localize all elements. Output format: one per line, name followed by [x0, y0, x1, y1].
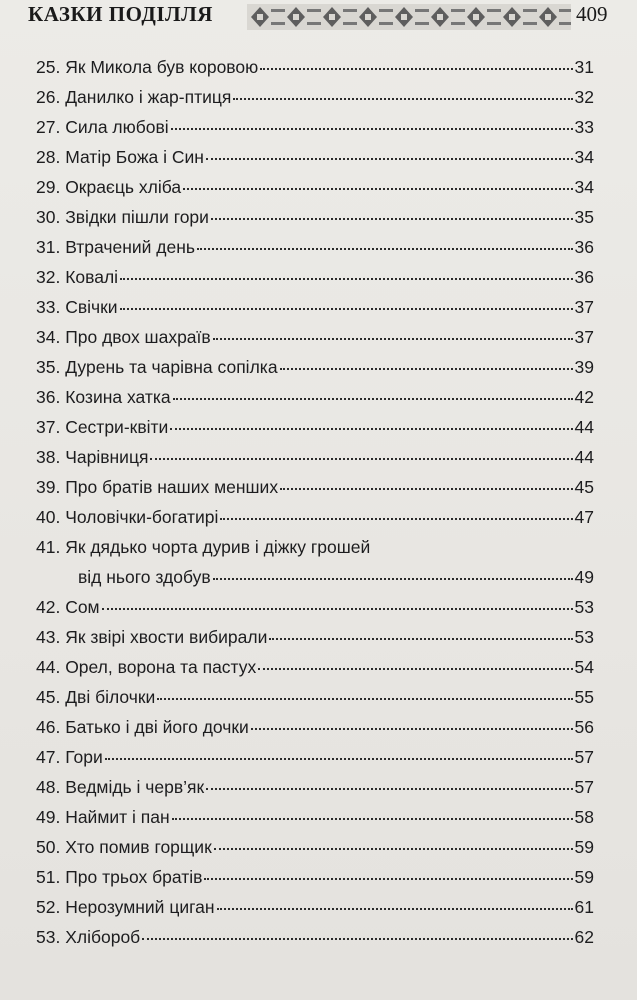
toc-entry — [36, 892, 594, 922]
toc-entry-title: 27. Сила любові — [36, 117, 169, 137]
toc-entry-page: 36 — [574, 267, 594, 287]
toc-entry-page: 53 — [574, 627, 594, 647]
dot-leader — [173, 397, 573, 400]
dot-leader — [217, 907, 573, 910]
toc-entry-title: 29. Окраєць хліба — [36, 177, 182, 197]
toc-entry-page: 54 — [574, 657, 594, 677]
toc-entry — [36, 352, 594, 382]
dot-leader — [213, 577, 573, 580]
toc-entry — [36, 142, 594, 172]
toc-entry-title: 26. Данилко і жар-птиця — [36, 87, 232, 107]
toc-entry-page: 39 — [574, 357, 594, 377]
dot-leader — [251, 727, 573, 730]
toc-entry — [36, 682, 594, 712]
dot-leader — [280, 367, 573, 370]
toc-entry-title: 36. Козина хатка — [36, 387, 171, 407]
toc-entry-page: 42 — [574, 387, 594, 407]
dot-leader — [102, 607, 573, 610]
toc-entry — [36, 292, 594, 322]
toc-entry-title: 40. Чоловічки-богатирі — [36, 507, 219, 527]
toc-entry — [36, 772, 594, 802]
dot-leader — [211, 217, 573, 220]
dot-leader — [269, 637, 572, 640]
toc-entry-title: 42. Сом — [36, 597, 100, 617]
toc-entry-page: 36 — [574, 237, 594, 257]
dot-leader — [150, 457, 572, 460]
toc-entry — [36, 322, 594, 352]
toc-entry — [36, 232, 594, 262]
toc-entry — [36, 922, 594, 952]
toc-entry — [36, 622, 594, 652]
toc-entry-page: 35 — [574, 207, 594, 227]
toc-entry-page: 59 — [574, 837, 594, 857]
toc-entry — [36, 382, 594, 412]
table-of-contents — [36, 52, 594, 952]
toc-entry-title: 39. Про братів наших менших — [36, 477, 279, 497]
toc-entry-title: 30. Звідки пішли гори — [36, 207, 209, 227]
toc-entry-title: 49. Наймит і пан — [36, 807, 170, 827]
toc-entry — [36, 502, 594, 532]
toc-entry — [36, 652, 594, 682]
toc-entry-page: 57 — [574, 747, 594, 767]
toc-entry-page: 47 — [574, 507, 594, 527]
toc-entry-page: 32 — [574, 87, 594, 107]
toc-entry-title: 38. Чарівниця — [36, 447, 149, 467]
dot-leader — [220, 517, 572, 520]
toc-entry-page: 44 — [574, 447, 594, 467]
header-page-number: 409 — [576, 2, 608, 26]
dot-leader — [171, 127, 573, 130]
toc-entry — [36, 52, 594, 82]
toc-entry-title: 25. Як Микола був коровою — [36, 57, 259, 77]
toc-entry — [36, 862, 594, 892]
toc-entry-page: 49 — [574, 567, 594, 587]
ornament-band — [247, 4, 571, 30]
toc-entry-title: 35. Дурень та чарівна сопілка — [36, 357, 278, 377]
toc-entry-page: 61 — [574, 897, 594, 917]
toc-entry-title: 47. Гори — [36, 747, 103, 767]
dot-leader — [258, 667, 572, 670]
toc-entry-page: 34 — [574, 177, 594, 197]
toc-entry-page: 53 — [574, 597, 594, 617]
toc-entry-title: 44. Орел, ворона та пастух — [36, 657, 257, 677]
toc-entry-title: 46. Батько і дві його дочки — [36, 717, 249, 737]
toc-entry — [36, 802, 594, 832]
dot-leader — [142, 937, 572, 940]
running-header — [0, 0, 637, 36]
dot-leader — [233, 97, 572, 100]
dot-leader — [280, 487, 572, 490]
toc-entry — [36, 172, 594, 202]
toc-entry — [36, 442, 594, 472]
toc-entry-title: 51. Про трьох братів — [36, 867, 203, 887]
toc-entry-title: 45. Дві білочки — [36, 687, 156, 707]
toc-entry-page: 56 — [574, 717, 594, 737]
dot-leader — [120, 307, 573, 310]
toc-entry-title: 32. Ковалі — [36, 267, 119, 287]
toc-entry — [36, 712, 594, 742]
toc-entry-page: 55 — [574, 687, 594, 707]
toc-entry-page: 44 — [574, 417, 594, 437]
toc-entry-title: 48. Ведмідь і черв’як — [36, 777, 205, 797]
dot-leader — [214, 847, 573, 850]
dot-leader — [204, 877, 572, 880]
toc-entry — [36, 262, 594, 292]
dot-leader — [213, 337, 573, 340]
toc-entry-title-continued: від нього здобув — [78, 567, 211, 587]
toc-entry — [36, 202, 594, 232]
toc-entry-title: 34. Про двох шахраїв — [36, 327, 211, 347]
dot-leader — [105, 757, 573, 760]
toc-entry — [36, 112, 594, 142]
toc-entry-page: 62 — [574, 927, 594, 947]
toc-entry — [36, 592, 594, 622]
toc-entry-title: 31. Втрачений день — [36, 237, 196, 257]
toc-entry — [36, 742, 594, 772]
toc-entry-page: 45 — [574, 477, 594, 497]
toc-entry — [36, 412, 594, 442]
toc-entry — [36, 832, 594, 862]
toc-entry-page: 57 — [574, 777, 594, 797]
toc-entry-title: 53. Хлібороб — [36, 927, 141, 947]
toc-entry-title: 28. Матір Божа і Син — [36, 147, 204, 167]
toc-entry-title: 43. Як звірі хвости вибирали — [36, 627, 268, 647]
dot-leader — [157, 697, 572, 700]
toc-entry-title: 52. Нерозумний циган — [36, 897, 215, 917]
toc-entry-page: 33 — [574, 117, 594, 137]
toc-entry-title: 37. Сестри-квіти — [36, 417, 169, 437]
header-title: КАЗКИ ПОДІЛЛЯ — [28, 2, 213, 26]
dot-leader — [170, 427, 572, 430]
toc-entry-page: 34 — [574, 147, 594, 167]
dot-leader — [120, 277, 572, 280]
toc-entry-page: 37 — [574, 327, 594, 347]
toc-entry — [36, 532, 594, 592]
dot-leader — [206, 787, 572, 790]
toc-entry-title: 33. Свічки — [36, 297, 118, 317]
toc-entry — [36, 472, 594, 502]
toc-entry-title: 50. Хто помив горщик — [36, 837, 212, 857]
toc-entry-page: 37 — [574, 297, 594, 317]
dot-leader — [206, 157, 573, 160]
dot-leader — [197, 247, 573, 250]
dot-leader — [183, 187, 572, 190]
toc-entry-page: 31 — [574, 57, 594, 77]
toc-entry-title: 41. Як дядько чорта дурив і діжку грошей — [36, 537, 371, 557]
toc-entry-page: 59 — [574, 867, 594, 887]
dot-leader — [260, 67, 572, 70]
dot-leader — [172, 817, 573, 820]
toc-entry — [36, 82, 594, 112]
toc-entry-page: 58 — [574, 807, 594, 827]
